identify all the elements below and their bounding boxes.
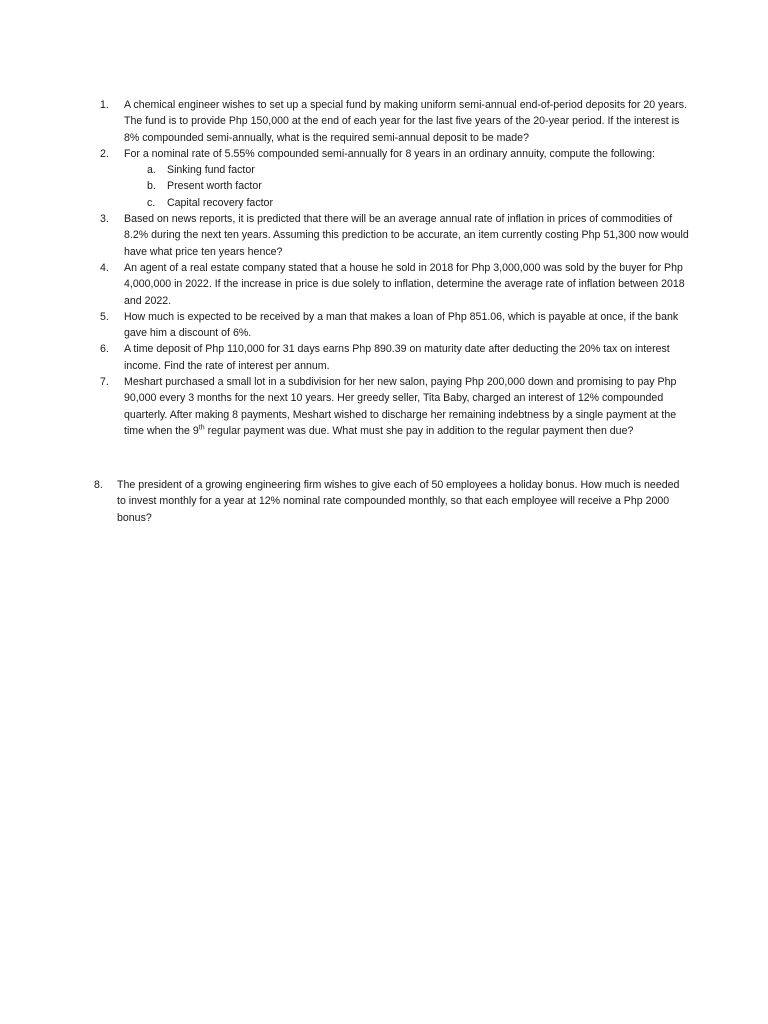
question-2 xyxy=(100,146,690,162)
question-list xyxy=(100,97,690,439)
question-number: 6. xyxy=(100,343,109,356)
question-3 xyxy=(100,211,690,260)
question-4 xyxy=(100,260,690,309)
question-6 xyxy=(100,341,690,374)
subitem-text: Present worth factor xyxy=(167,180,262,193)
subitem-letter: b. xyxy=(147,180,156,193)
subitem-letter: a. xyxy=(147,164,156,177)
question-text: A time deposit of Php 110,000 for 31 days earns Php 890.39 on maturity date after deducting the 20% tax on interest income. Find the rate of interest per annum. xyxy=(124,343,670,372)
question-text: An agent of a real estate company stated that a house he sold in 2018 for Php 3,000,000 was sold by the buyer for Php 4,000,000 in 2022. If the increase in price is due solely to inflation, determine the average rate of inflation between 2018 and 2022. xyxy=(124,261,685,307)
subitem-b xyxy=(100,178,690,194)
question-text: How much is expected to be received by a man that makes a loan of Php 851.06, which is payable at once, if the bank gave him a discount of 6%. xyxy=(124,310,679,340)
question-1 xyxy=(100,97,690,146)
ordinal-suffix: th xyxy=(198,424,205,432)
question-text-part: regular payment was due. What must she pay in addition to the regular payment then due? xyxy=(204,424,634,437)
question-number: 4. xyxy=(100,261,109,274)
question-number: 7. xyxy=(100,376,109,389)
subitem-letter: c. xyxy=(147,196,156,209)
subitem-text: Sinking fund factor xyxy=(167,164,255,177)
question-number: 1. xyxy=(100,99,109,111)
question-text: Based on news reports, it is predicted that there will be an average annual rate of inflation in prices of commodities of 8.2% during the next ten years. Assuming this prediction to be accurate, an item currently costing Php 51,300 now would have what price ten years hence? xyxy=(124,213,689,258)
question-8 xyxy=(94,477,684,526)
question-text: The president of a growing engineering firm wishes to give each of 50 employees a holiday bonus. How much is needed to invest monthly for a year at 12% nominal rate compounded monthly, so that each employee will receive a Php 2000 bonus? xyxy=(117,479,680,524)
question-number: 8. xyxy=(94,479,103,491)
question-text xyxy=(124,374,690,439)
question-text: For a nominal rate of 5.55% compounded semi-annually for 8 years in an ordinary annuity, compute the following: xyxy=(124,147,655,160)
question-number: 5. xyxy=(100,310,109,323)
subitem-text: Capital recovery factor xyxy=(167,196,273,209)
question-5 xyxy=(100,309,690,342)
question-7 xyxy=(100,374,690,439)
question-number: 2. xyxy=(100,147,109,160)
question-text-part: Meshart purchased a small lot in a subdivision for her new salon, paying Php 200,000 down and promising to pay Php 90,000 every 3 months for the next 10 years. Her greedy seller, Tita Baby, charged an interest of 12% compounded quarterly. After making 8 payments, Meshart wished to discharge her remaining indebtness by a single payment at the time when the 9 xyxy=(124,376,677,437)
subitem-a xyxy=(100,162,690,178)
subitem-c xyxy=(100,195,690,211)
question-text: A chemical engineer wishes to set up a special fund by making uniform semi-annual end-of-period deposits for 20 years. The fund is to provide Php 150,000 at the end of each year for the last five years of the 20-year period. If the interest is 8% compounded semi-annually, what is the required semi-annual deposit to be made? xyxy=(124,99,687,144)
question-number: 3. xyxy=(100,213,109,226)
